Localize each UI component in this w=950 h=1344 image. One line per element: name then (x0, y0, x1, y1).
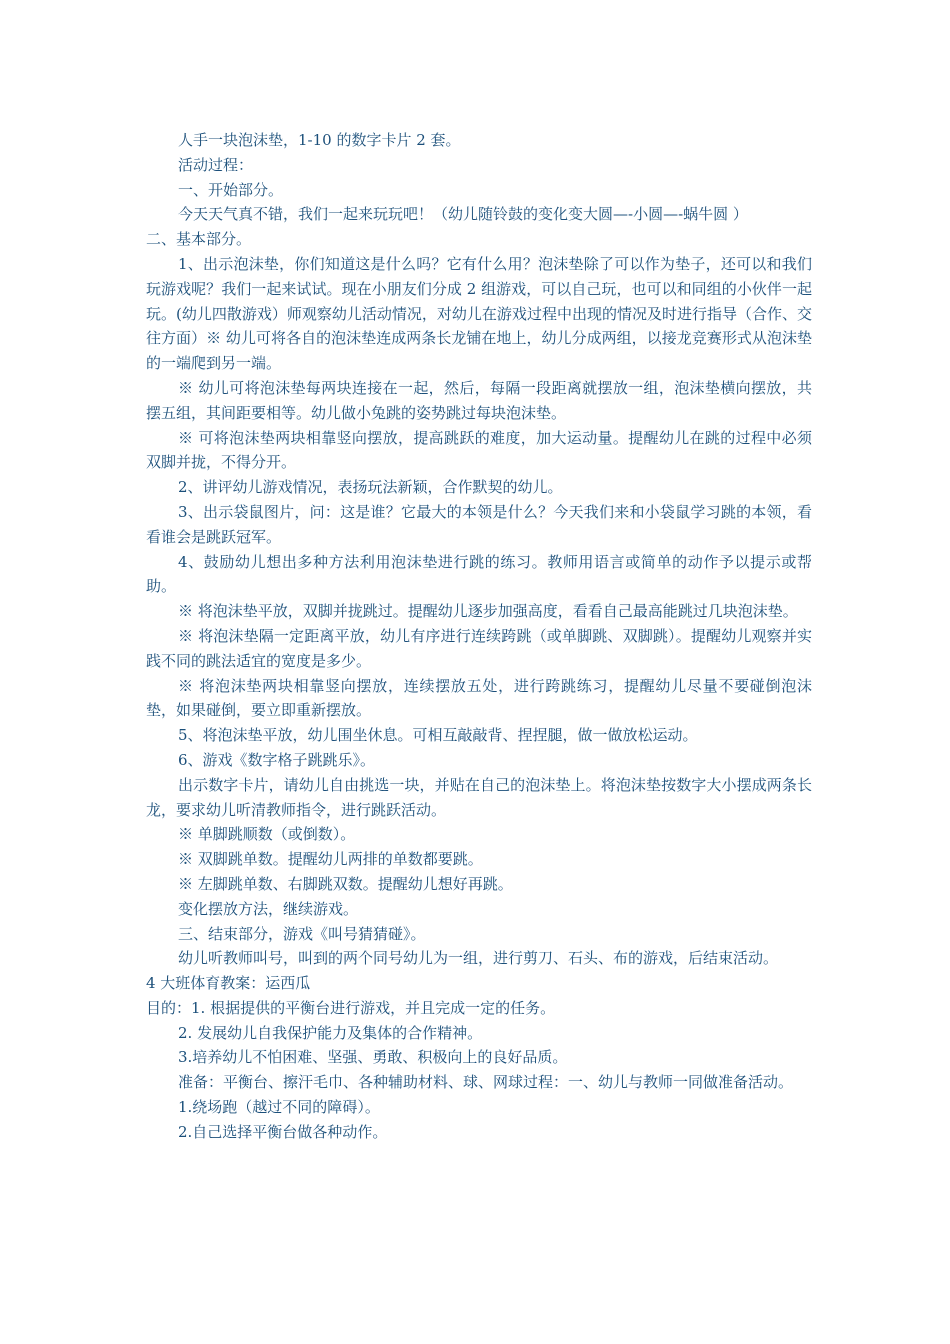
paragraph-note-stride: ※ 将泡沫垫两块相靠竖向摆放，连续摆放五处，进行跨跳练习，提醒幼儿尽量不要碰倒泡沫垫，如果碰倒，要立即重新摆放。 (146, 676, 812, 720)
paragraph-step-4: 4、鼓励幼儿想出多种方法利用泡沫垫进行跳的练习。教师用语言或简单的动作予以提示或帮助。 (146, 552, 812, 596)
paragraph-balance-moves: 2.自己选择平衡台做各种动作。 (178, 1122, 388, 1141)
paragraph-step-6: 6、游戏《数字格子跳跳乐》。 (178, 750, 376, 769)
paragraph-step-1: 1、出示泡沫垫，你们知道这是什么吗？它有什么用？泡沫垫除了可以作为垫子，还可以和我们玩游戏呢？我们一起来试试。现在小朋友们分成 2 组游戏，可以自己玩，也可以和同组的小伙伴一起玩。(幼儿四散游戏）师观察幼儿活动情况，对幼儿在游戏过程中出现的情况及时进行指导（合作、交 往方面）※ 幼儿可将各自的泡沫垫连成两条长龙铺在地上，幼儿分成两组，以接龙竞赛形式从泡沫垫的一端爬到另一端。 (146, 254, 812, 373)
paragraph-goal-2: 2. 发展幼儿自我保护能力及集体的合作精神。 (178, 1023, 483, 1042)
paragraph-note-double-foot: ※ 双脚跳单数。提醒幼儿两排的单数都要跳。 (178, 850, 483, 869)
paragraph-number-cards: 出示数字卡片，请幼儿自由挑选一块，并贴在自己的泡沫垫上。将泡沫垫按数字大小摆成两条长龙，要求幼儿听清教师指令，进行跳跃活动。 (146, 775, 812, 819)
paragraph-goal-3: 3.培养幼儿不怕困难、坚强、勇敢、积极向上的良好品质。 (178, 1048, 568, 1067)
paragraph-step-5: 5、将泡沫垫平放，幼儿围坐休息。可相互敲敲背、捏捏腿，做一做放松运动。 (178, 726, 698, 745)
paragraph-note-spaced: ※ 将泡沫垫隔一定距离平放，幼儿有序进行连续跨跳（或单脚跳、双脚跳）。提醒幼儿观察并实践不同的跳法适宜的宽度是多少。 (146, 626, 812, 670)
paragraph-run-course: 1.绕场跑（越过不同的障碍）。 (178, 1098, 380, 1117)
paragraph-step-2: 2、讲评幼儿游戏情况，表扬玩法新颖，合作默契的幼儿。 (178, 478, 563, 497)
paragraph-note-vertical: ※ 可将泡沫垫两块相靠竖向摆放，提高跳跃的难度，加大运动量。提醒幼儿在跳的过程中必须双脚并拢，不得分开。 (146, 428, 812, 472)
paragraph-end-game: 幼儿听教师叫号，叫到的两个同号幼儿为一组，进行剪刀、石头、布的游戏，后结束活动。 (178, 949, 779, 968)
lesson-title-watermelon: 4 大班体育教案：运西瓜 (146, 974, 311, 993)
section-heading-end: 三、结束部分，游戏《叫号猜猜碰》。 (178, 924, 426, 943)
document-body (146, 128, 812, 1145)
paragraph-goal-1: 目的：1. 根据提供的平衡台进行游戏，并且完成一定的任务。 (146, 998, 556, 1017)
paragraph-preparation: 准备：平衡台、擦汗毛巾、各种辅助材料、球、网球过程：一、幼儿与教师一同做准备活动。 (178, 1073, 794, 1092)
paragraph-step-3: 3、出示袋鼠图片，问：这是谁？它最大的本领是什么？今天我们来和小袋鼠学习跳的本领，看看谁会是跳跃冠军。 (146, 502, 812, 546)
paragraph-note-rabbit-jump: ※ 幼儿可将泡沫垫每两块连接在一起，然后，每隔一段距离就摆放一组，泡沫垫横向摆放，共摆五组，其间距要相等。幼儿做小兔跳的姿势跳过每块泡沫垫。 (146, 378, 812, 422)
section-heading-basic: 二、基本部分。 (146, 230, 252, 249)
paragraph-note-flat-jump: ※ 将泡沫垫平放，双脚并拢跳过。提醒幼儿逐步加强高度，看看自己最高能跳过几块泡沫垫。 (178, 602, 798, 621)
paragraph-warmup: 今天天气真不错，我们一起来玩玩吧！（幼儿随铃鼓的变化变大圆—-小圆—-蜗牛圆 ） (178, 205, 748, 224)
paragraph-vary-layout: 变化摆放方法，继续游戏。 (178, 899, 359, 918)
paragraph-materials: 人手一块泡沫垫，1-10 的数字卡片 2 套。 (178, 131, 461, 149)
section-heading-start: 一、开始部分。 (178, 180, 284, 199)
paragraph-note-single-foot: ※ 单脚跳顺数（或倒数）。 (178, 825, 356, 844)
paragraph-note-left-right: ※ 左脚跳单数、右脚跳双数。提醒幼儿想好再跳。 (178, 874, 513, 893)
paragraph-process-heading: 活动过程： (178, 155, 254, 174)
